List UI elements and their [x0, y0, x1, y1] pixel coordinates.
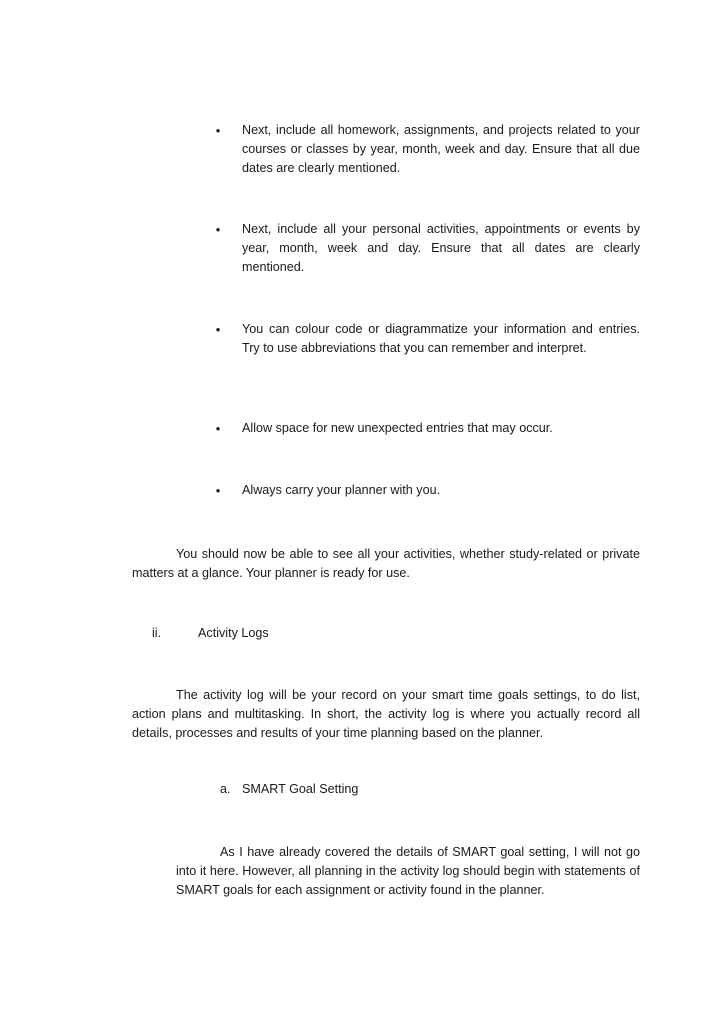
paragraph-smart-goals: As I have already covered the details of SMART goal setting, I will not go into it here. However, all planning in the activity log should begin with statements of SMART goals for each assignment or activity found in the planner. [176, 845, 640, 897]
bullet-item-colour-code: You can colour code or diagrammatize your information and entries. Try to use abbreviations that you can remember and interpret. [242, 322, 640, 355]
bullet-glyph: • [215, 421, 221, 436]
bullet-item-personal-activities: Next, include all your personal activities, appointments or events by year, month, week and day. Ensure that all dates are clearly mentioned. [242, 222, 640, 274]
bullet-glyph: • [215, 483, 221, 498]
subsection-heading-smart-goal-setting: SMART Goal Setting [242, 782, 359, 796]
bullet-glyph: • [215, 322, 221, 337]
bullet-item-allow-space: Allow space for new unexpected entries that may occur. [242, 421, 553, 435]
paragraph-activity-log: The activity log will be your record on your smart time goals settings, to do list, action plans and multitasking. In short, the activity log is where you actually record all details, processes and results of your time planning based on the planner. [132, 688, 640, 740]
paragraph-planner-ready: You should now be able to see all your activities, whether study-related or private matters at a glance. Your planner is ready for use. [132, 547, 640, 580]
bullet-item-carry-planner: Always carry your planner with you. [242, 483, 441, 497]
subsection-marker: a. [220, 782, 231, 796]
bullet-glyph: • [215, 222, 221, 237]
bullet-item-homework: Next, include all homework, assignments, and projects related to your courses or classes by year, month, week and day. Ensure that all due dates are clearly mentioned. [242, 123, 640, 175]
bullet-glyph: • [215, 123, 221, 138]
section-heading-activity-logs: Activity Logs [198, 626, 269, 640]
section-marker: ii. [152, 626, 162, 640]
